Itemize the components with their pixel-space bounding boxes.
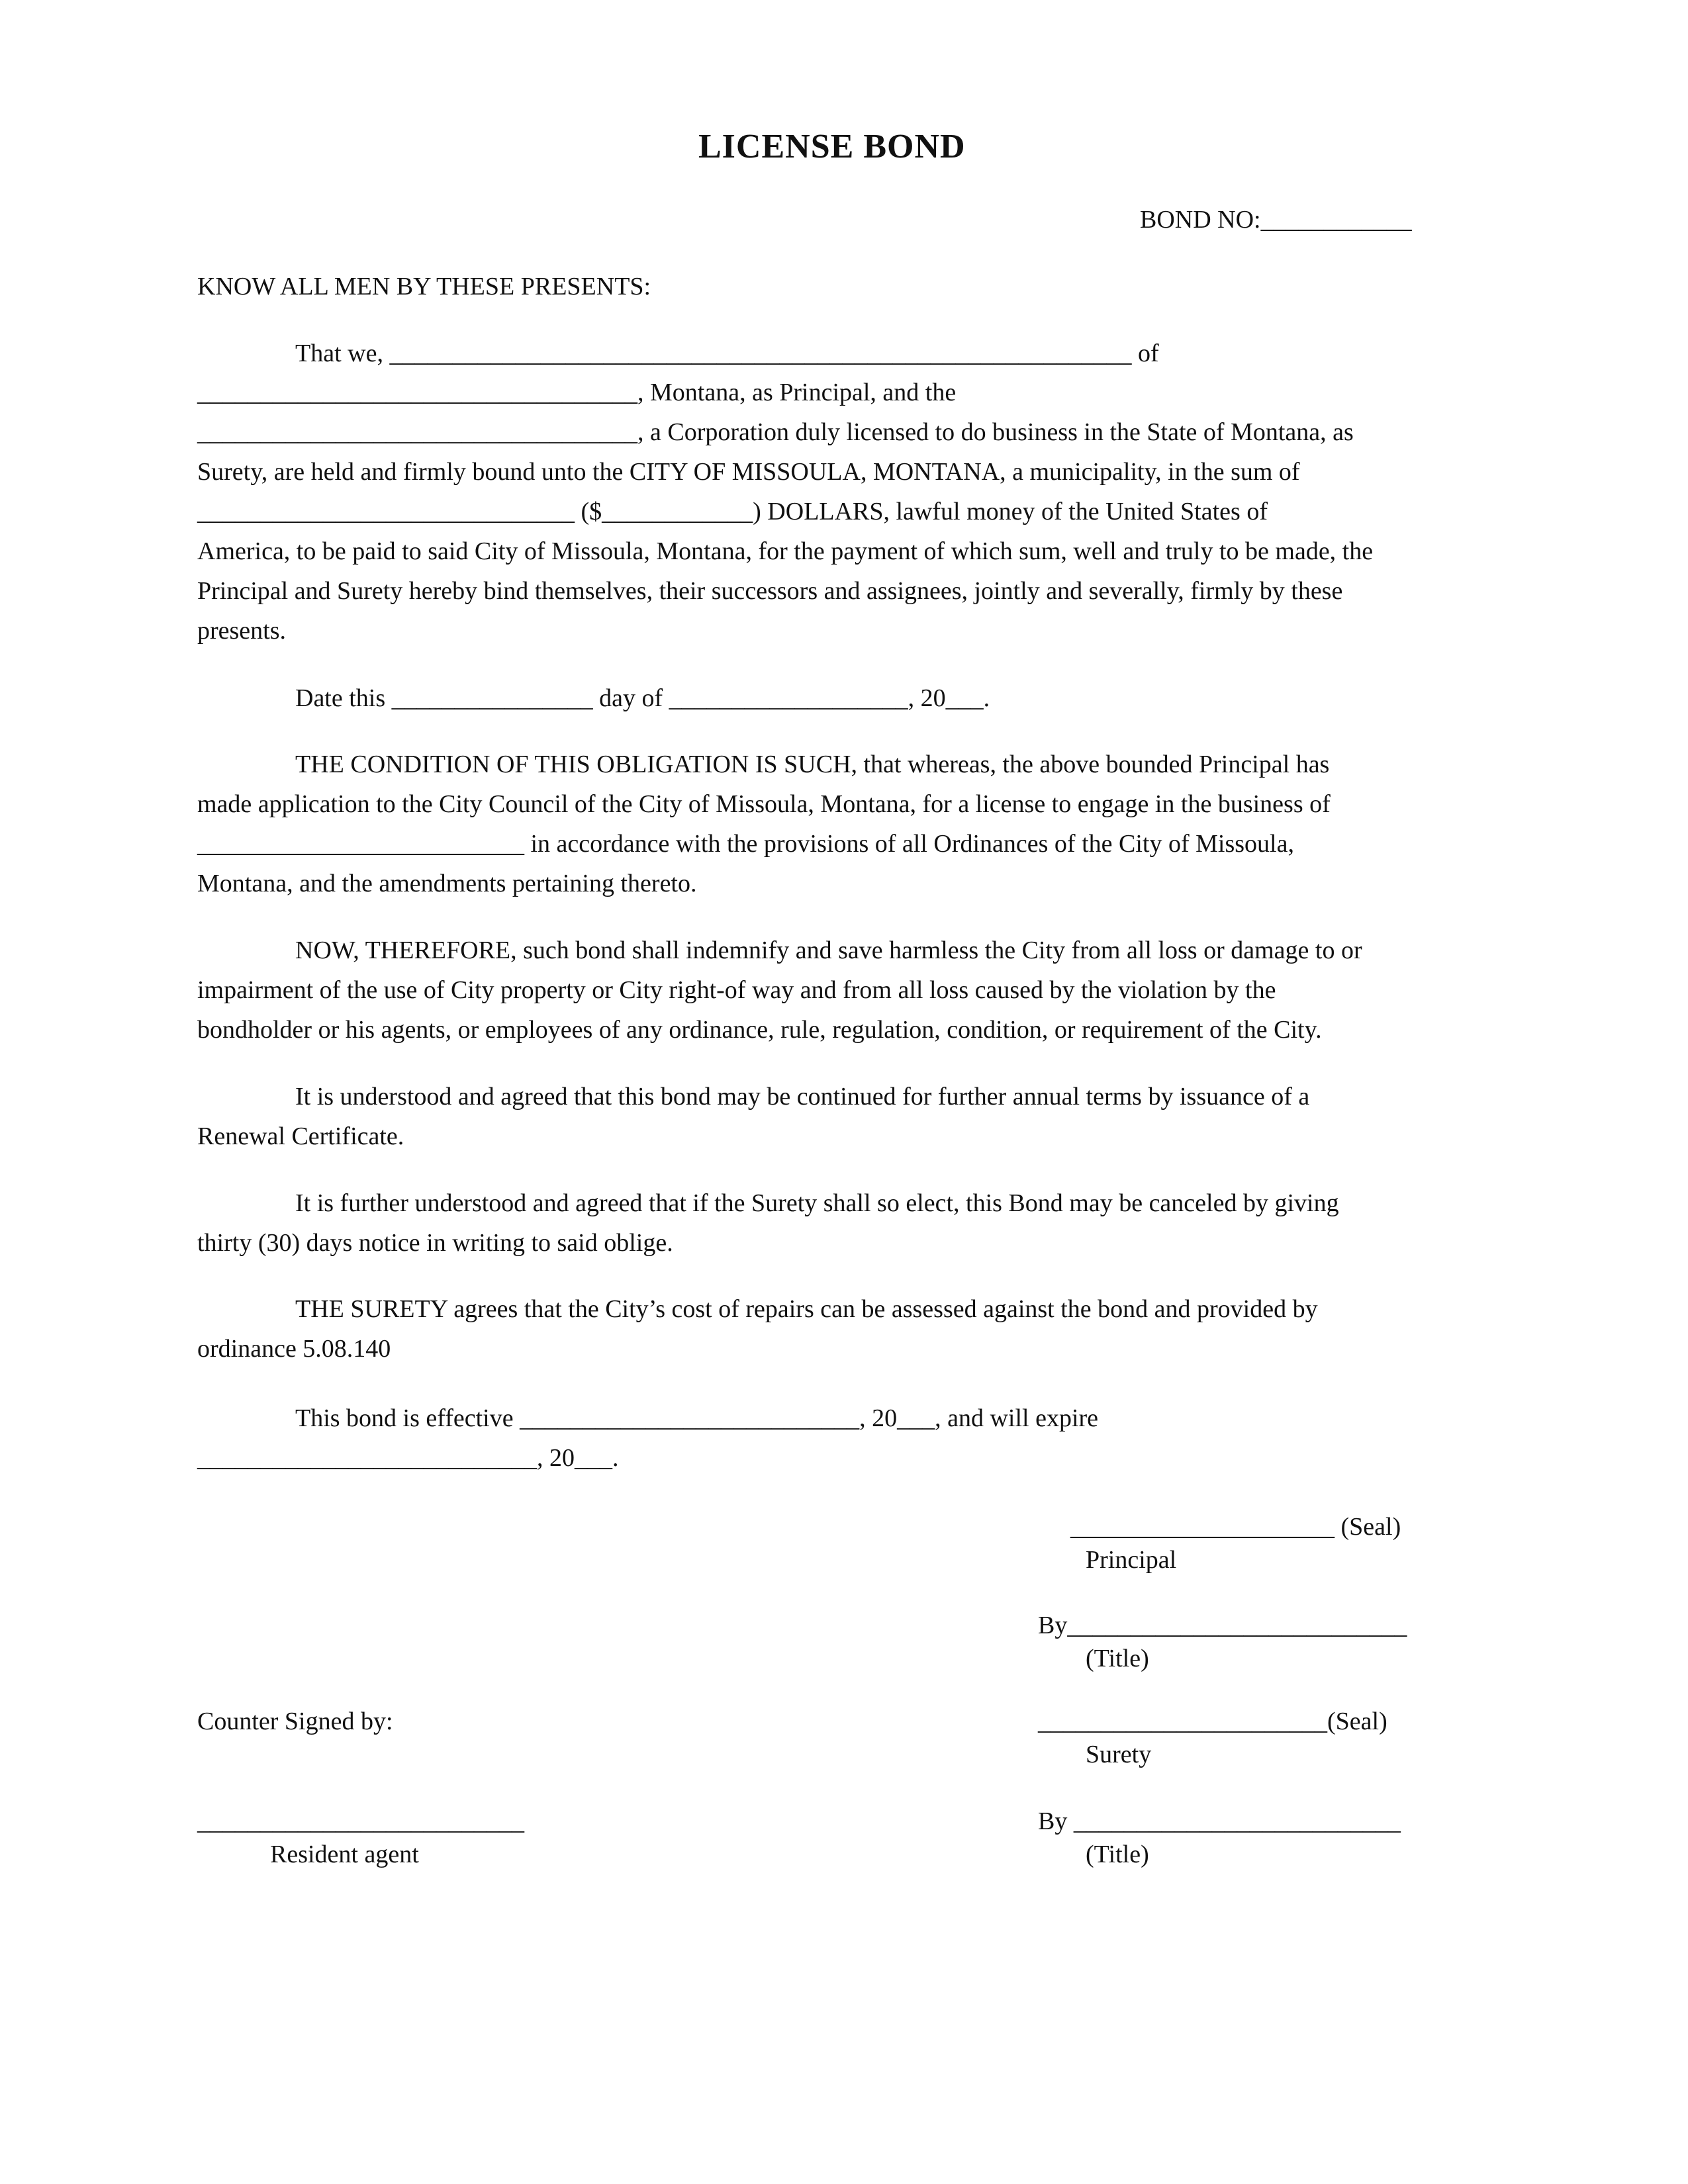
paragraph-line: It is further understood and agreed that if the Surety shall so elect, this Bond may be canceled by giving: [295, 1189, 1339, 1217]
surety-by-line: By __________________________: [1038, 1807, 1401, 1835]
surety-label: Surety: [1086, 1741, 1152, 1768]
paragraph-line: presents.: [197, 617, 287, 645]
paragraph-line: This bond is effective ___________________________, 20___, and will expire: [295, 1404, 1099, 1432]
paragraph-line: ___________________________________, Montana, as Principal, and the: [197, 379, 957, 406]
paragraph-line: THE CONDITION OF THIS OBLIGATION IS SUCH, that whereas, the above bounded Principal has: [295, 751, 1330, 778]
paragraph-line: bondholder or his agents, or employees of any ordinance, rule, regulation, condition, or requirement of the City.: [197, 1016, 1322, 1044]
paragraph-line: NOW, THEREFORE, such bond shall indemnify and save harmless the City from all loss or damage to or: [295, 936, 1362, 964]
paragraph-line: That we, ___________________________________________________________ of: [295, 340, 1159, 367]
paragraph-line: made application to the City Council of the City of Missoula, Montana, for a license to engage in the business of: [197, 790, 1331, 818]
resident-agent-signature-line: __________________________: [197, 1807, 524, 1835]
paragraph-line: Surety, are held and firmly bound unto the CITY OF MISSOULA, MONTANA, a municipality, in the sum of: [197, 458, 1300, 486]
resident-agent-label: Resident agent: [270, 1841, 419, 1868]
paragraph-line: America, to be paid to said City of Missoula, Montana, for the payment of which sum, well and truly to be made, the: [197, 537, 1374, 565]
principal-signature-line: _____________________ (Seal): [1070, 1513, 1401, 1541]
paragraph-line: thirty (30) days notice in writing to said oblige.: [197, 1229, 673, 1257]
surety-signature-line: _______________________(Seal): [1038, 1707, 1387, 1735]
page-title: LICENSE BOND: [698, 128, 966, 165]
paragraph-line: ______________________________ ($____________) DOLLARS, lawful money of the United States of: [197, 498, 1268, 525]
paragraph-line: ordinance 5.08.140: [197, 1335, 391, 1363]
paragraph-line: __________________________ in accordance with the provisions of all Ordinances of the City of Missoula,: [197, 830, 1294, 858]
paragraph-line: impairment of the use of City property or City right-of way and from all loss caused by the violation by the: [197, 976, 1276, 1004]
surety-title-label: (Title): [1086, 1841, 1149, 1868]
paragraph-line: Renewal Certificate.: [197, 1122, 404, 1150]
paragraph-line: ___________________________________, a Corporation duly licensed to do business in the State of Montana, as: [197, 418, 1354, 446]
paragraph-line: THE SURETY agrees that the City’s cost of repairs can be assessed against the bond and provided by: [295, 1295, 1318, 1323]
paragraph-line: ___________________________, 20___.: [197, 1444, 619, 1472]
paragraph-line: Principal and Surety hereby bind themselves, their successors and assignees, jointly and severally, firmly by these: [197, 577, 1343, 605]
counter-signed-label: Counter Signed by:: [197, 1707, 393, 1735]
paragraph-line: Montana, and the amendments pertaining thereto.: [197, 870, 697, 897]
paragraph-line: It is understood and agreed that this bond may be continued for further annual terms by issuance of a: [295, 1083, 1310, 1111]
bond-number-field: BOND NO:____________: [1140, 206, 1412, 234]
date-line: Date this ________________ day of ___________________, 20___.: [295, 684, 990, 712]
principal-by-line: By___________________________: [1038, 1612, 1407, 1639]
principal-title-label: (Title): [1086, 1645, 1149, 1672]
know-all-men-heading: KNOW ALL MEN BY THESE PRESENTS:: [197, 273, 651, 300]
principal-label: Principal: [1086, 1546, 1177, 1574]
